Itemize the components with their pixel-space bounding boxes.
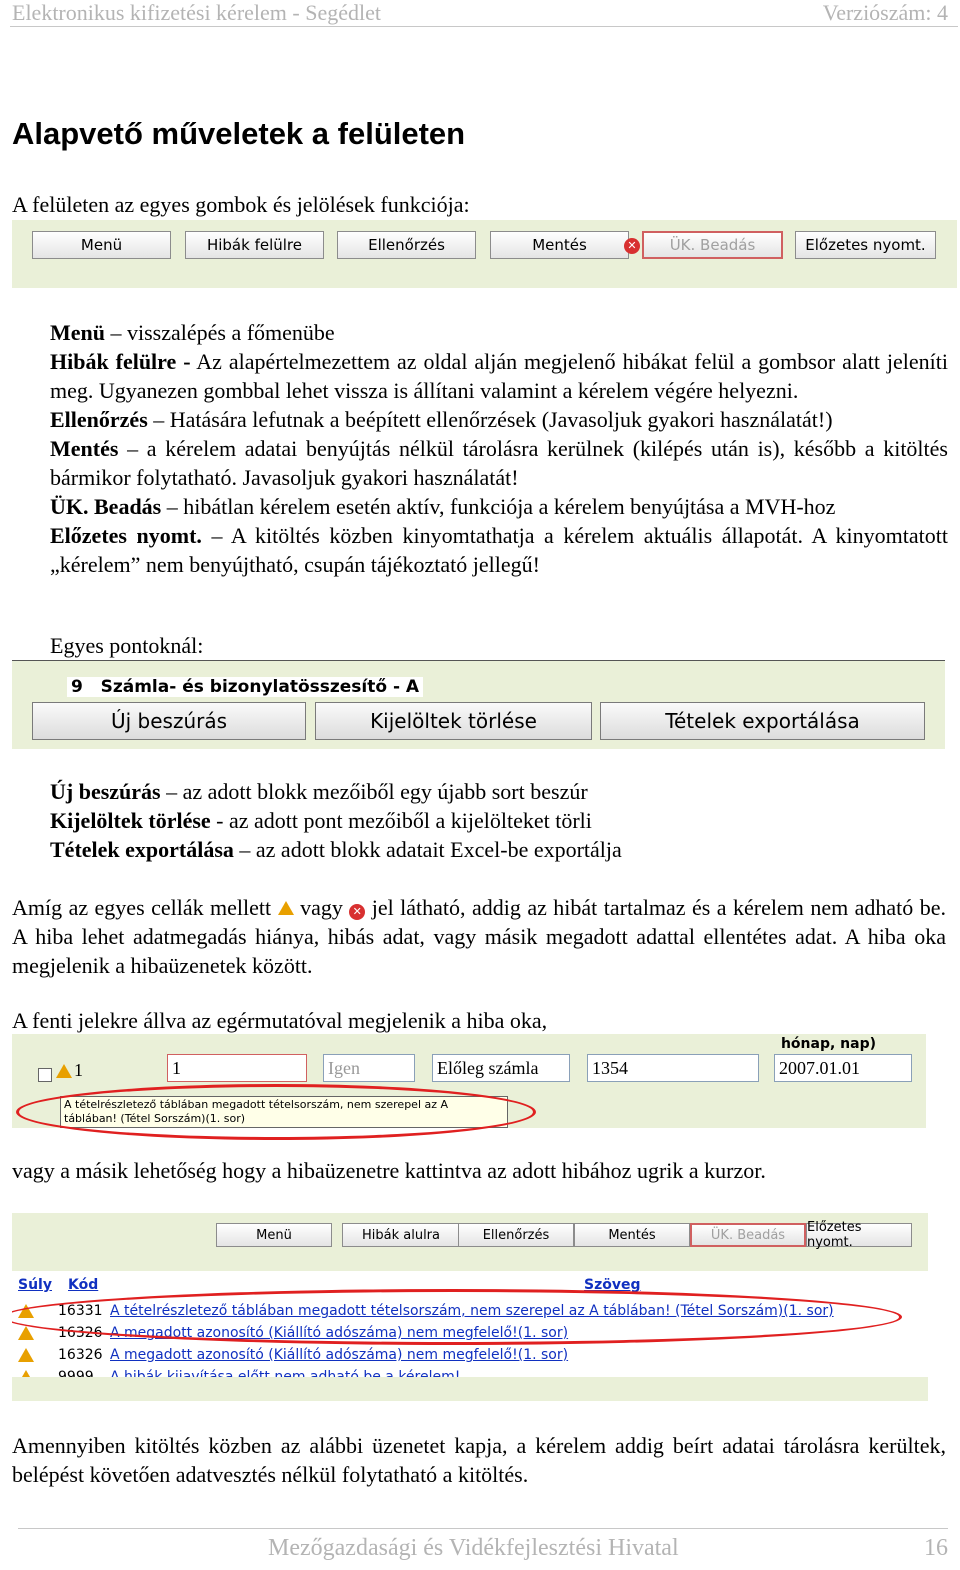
- desc-text: – az adott blokk mezőiből egy újabb sort beszúr: [160, 779, 588, 804]
- desc-text: Az alapértelmezettem az oldal alján megjelenő hibákat felül a gombsor alatt jeleníti meg. Ugyanezen gombbal lehet vissza is állítani valamint a kérelem végére helyezni.: [50, 349, 948, 403]
- desc-text: – A kitöltés közben kinyomtathatja a kérelem aktuális állapotát. A kinyomtatott „kérelem” nem benyújtható, csupán tájékoztató jellegű!: [50, 523, 948, 577]
- header-code[interactable]: Kód: [68, 1277, 99, 1293]
- errors-top-button[interactable]: Hibák felülre: [185, 231, 324, 259]
- error-code: 16331: [58, 1303, 103, 1319]
- desc-text: - az adott pont mezőiből a kijelölteket törli: [210, 808, 592, 833]
- icons-text-c: jel látható, addig az hibát tartalmaz és a kérelem nem adható be. A hiba lehet adatmegadás hiánya, hibás adat, vagy másik megadott adattal ellentétes adat. A hiba oka megjelenik a hibaüzenetek között.: [12, 895, 947, 978]
- warning-icon: [278, 901, 294, 915]
- amount-field[interactable]: 1354: [587, 1054, 759, 1082]
- error-icon: ✕: [349, 904, 365, 920]
- header-weight[interactable]: Súly: [18, 1277, 52, 1293]
- delete-selected-button[interactable]: Kijelöltek törlése: [315, 702, 592, 740]
- icons-paragraph: [12, 893, 946, 980]
- desc-text: – hibátlan kérelem esetén aktív, funkciója a kérelem benyújtása a MVH-hoz: [161, 494, 836, 519]
- save-button[interactable]: Mentés: [490, 231, 629, 259]
- points-label: Egyes pontoknál:: [50, 633, 204, 658]
- page-title: Alapvető műveletek a felületen: [12, 116, 466, 151]
- item-number-field[interactable]: 1: [167, 1054, 307, 1082]
- header-text[interactable]: Szöveg: [584, 1277, 641, 1293]
- block-screenshot: [12, 660, 945, 749]
- highlight-ellipse: [12, 1289, 902, 1345]
- hover-paragraph: A fenti jelekre állva az egérmutatóval megjelenik a hiba oka,: [12, 1008, 548, 1033]
- submit-button[interactable]: ÜK. Beadás: [642, 231, 783, 259]
- export-button[interactable]: Tételek exportálása: [600, 702, 925, 740]
- menu-button[interactable]: Menü: [32, 231, 171, 259]
- preprint-button[interactable]: Előzetes nyomt.: [795, 231, 936, 259]
- toolbar-screenshot: [12, 220, 957, 288]
- yes-no-select[interactable]: Igen: [323, 1054, 415, 1082]
- desc-term: Előzetes nyomt.: [50, 523, 202, 548]
- error-code: 16326: [58, 1325, 103, 1341]
- footer-organization: Mezőgazdasági és Vidékfejlesztési Hivatal: [268, 1535, 679, 1561]
- section-number: 9: [71, 677, 83, 697]
- warning-icon: [18, 1326, 34, 1340]
- row-screenshot: [12, 1034, 926, 1128]
- final-paragraph: Amennyiben kitöltés közben az alábbi üzenetet kapja, a kérelem addig beírt adatai tárolásra kerültek, belépést követően adatvesztés nélkül folytatható a kitöltés.: [12, 1433, 946, 1487]
- preprint-button[interactable]: Előzetes nyomt.: [806, 1223, 912, 1247]
- desc-term: Kijelöltek törlése: [50, 808, 211, 833]
- column-header: hónap, nap): [780, 1036, 876, 1052]
- block-descriptions: [50, 777, 930, 864]
- section-title: Számla- és bizonylatösszesítő - A: [100, 677, 420, 697]
- document-type-select[interactable]: Előleg számla: [432, 1054, 570, 1082]
- page-footer: [18, 1528, 948, 1569]
- page-header: [10, 0, 958, 27]
- errors-bottom-button[interactable]: Hibák alulra: [342, 1223, 460, 1247]
- desc-term: Új beszúrás: [50, 779, 161, 804]
- header-title: Elektronikus kifizetési kérelem - Segédlet: [12, 0, 381, 25]
- desc-text: – az adott blokk adatait Excel-be exportálja: [233, 837, 622, 862]
- menu-button[interactable]: Menü: [216, 1223, 332, 1247]
- desc-term: Ellenőrzés: [50, 407, 148, 432]
- row-checkbox[interactable]: [38, 1068, 52, 1082]
- desc-text: – Hatására lefutnak a beépített ellenőrzések (Javasoljuk gyakori használatát!): [147, 407, 833, 432]
- desc-term: Mentés: [50, 436, 119, 461]
- click-paragraph: vagy a másik lehetőség hogy a hibaüzenetre kattintva az adott hibához ugrik a kurzor.: [12, 1158, 766, 1183]
- desc-term: Menü: [50, 320, 105, 345]
- check-button[interactable]: Ellenőrzés: [337, 231, 476, 259]
- intro-text: A felületen az egyes gombok és jelölések funkciója:: [12, 192, 470, 217]
- page-number: 16: [924, 1535, 948, 1561]
- icons-text-b: vagy: [300, 895, 343, 920]
- warning-icon: [56, 1064, 72, 1078]
- save-button[interactable]: Mentés: [574, 1223, 690, 1247]
- highlight-ellipse: [16, 1084, 536, 1140]
- error-code: 16326: [58, 1347, 103, 1363]
- desc-term: Tételek exportálása: [50, 837, 234, 862]
- error-text[interactable]: A tételrészletező táblában megadott tételsorszám, nem szerepel az A táblában! (Tétel Sorszám)(1. sor): [110, 1303, 834, 1319]
- icons-text-a: Amíg az egyes cellák mellett: [12, 895, 272, 920]
- error-text[interactable]: A megadott azonosító (Kiállító adószáma) nem megfelelő!(1. sor): [110, 1347, 569, 1363]
- warning-icon: [18, 1348, 34, 1362]
- desc-text: – a kérelem adatai benyújtás nélkül tárolásra kerülnek (kilépés után is), később a kitöltés bármikor folytatható. Javasoljuk gyakori használatát!: [50, 436, 948, 490]
- header-version: Verziószám: 4: [822, 0, 948, 25]
- error-list-screenshot: [12, 1213, 928, 1401]
- submit-button[interactable]: ÜK. Beadás: [690, 1223, 806, 1247]
- error-text[interactable]: A megadott azonosító (Kiállító adószáma) nem megfelelő!(1. sor): [110, 1325, 569, 1341]
- error-tooltip: A tételrészletező táblában megadott tételsorszám, nem szerepel az A táblában! (Tétel Sorszám)(1. sor): [60, 1096, 508, 1128]
- button-descriptions: [50, 318, 948, 579]
- desc-term: ÜK. Beadás: [50, 494, 162, 519]
- check-button[interactable]: Ellenőrzés: [458, 1223, 574, 1247]
- row-number: 1: [74, 1060, 83, 1080]
- error-icon: ✕: [624, 238, 640, 254]
- table-row[interactable]: [12, 1345, 928, 1367]
- desc-term: Hibák felülre -: [50, 349, 191, 374]
- insert-button[interactable]: Új beszúrás: [32, 702, 306, 740]
- date-field[interactable]: 2007.01.01: [774, 1054, 912, 1082]
- desc-text: – visszalépés a főmenübe: [105, 320, 335, 345]
